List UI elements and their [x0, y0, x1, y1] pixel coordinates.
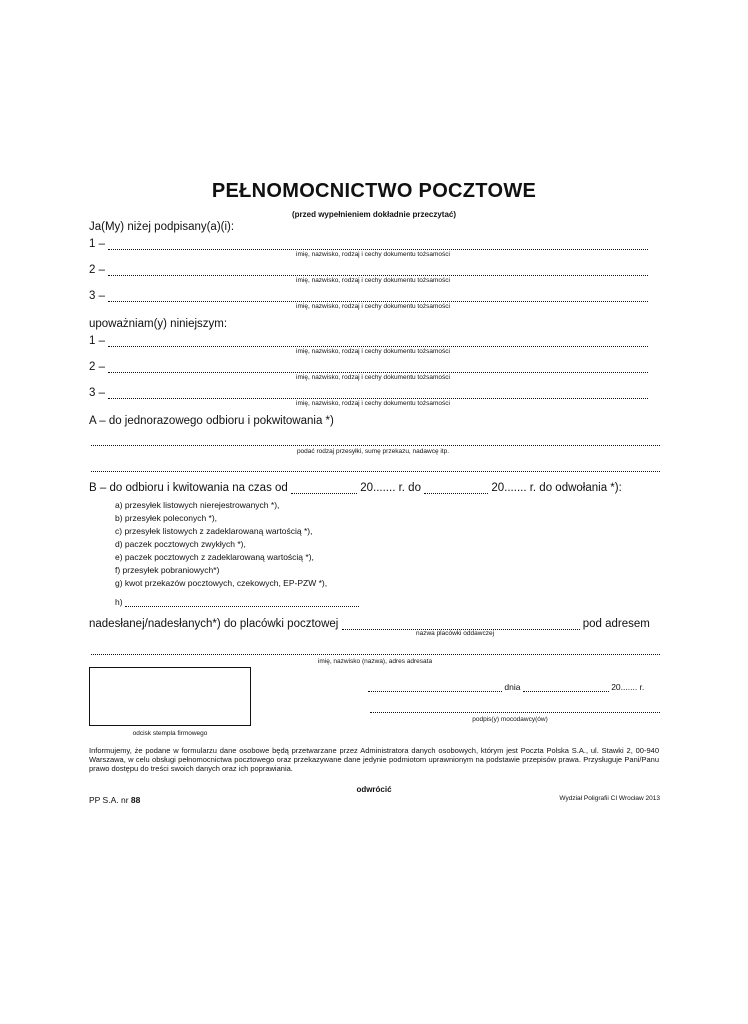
signatory-3-field[interactable] — [89, 290, 661, 302]
row-number: 1 – — [89, 238, 105, 250]
addressee-field[interactable] — [91, 645, 660, 655]
identity-caption: imię, nazwisko, rodzaj i cechy dokumentu tożsamości — [296, 277, 450, 284]
item-h-field[interactable] — [125, 599, 359, 607]
delivery-line — [89, 618, 661, 630]
signature-field[interactable] — [370, 705, 660, 713]
list-item: b) przesyłek poleconych *), — [115, 513, 218, 523]
form-subtitle: (przed wypełnieniem dokładnie przeczytać) — [291, 210, 457, 219]
office-caption: nazwa placówki oddawczej — [415, 630, 495, 637]
row-number: 2 – — [89, 264, 105, 276]
section-a-line-1[interactable] — [91, 436, 660, 446]
list-item: a) przesyłek listowych nierejestrowanych *), — [115, 500, 280, 510]
dotted-line — [108, 337, 648, 347]
signature-caption: podpis(y) mocodawcy(ów) — [472, 716, 548, 723]
dotted-line — [108, 363, 648, 373]
section-a-caption: podać rodzaj przesyłki, sumę przekazu, nadawcę itp. — [296, 448, 450, 455]
delivery-suffix: pod adresem — [582, 618, 650, 630]
privacy-notice: Informujemy, że podane w formularzu dane osobowe będą przetwarzane przez Administratora danych osobowych, którym jest Poczta Polska S.A., ul. Stawki 2, 00-940 Warszawa, w celu obsługi pełnomocnictwa pocztowego oraz przekazywane dane jedynie podmiotom uprawnionym na podstawie przepisów prawa. Przysługuje Pani/Panu prawo dostępu do treści swoich danych oraz ich poprawiania. — [89, 746, 659, 773]
delivery-prefix: nadesłanej/nadesłanych*) do placówki pocztowej — [89, 618, 339, 630]
row-number: 3 – — [89, 387, 105, 399]
place-date-line — [368, 682, 660, 692]
form-title: PEŁNOMOCNICTWO POCZTOWE — [211, 180, 537, 202]
section-b-header — [89, 482, 622, 494]
section-b-label: B – do odbioru i kwitowania na czas od — [89, 482, 288, 494]
list-item: e) paczek pocztowych z zadeklarowaną wartością *), — [115, 552, 314, 562]
form-code-number: 88 — [130, 795, 141, 805]
dotted-line — [108, 292, 648, 302]
stamp-box[interactable] — [89, 667, 251, 726]
signatory-1-field[interactable] — [89, 238, 661, 250]
proxy-2-field[interactable] — [89, 361, 661, 373]
row-number: 1 – — [89, 335, 105, 347]
list-item: f) przesyłek pobraniowych*) — [115, 565, 220, 575]
year-label: 20....... r. — [611, 682, 645, 692]
form-code-prefix: PP S.A. nr — [89, 795, 129, 805]
list-item-h — [115, 597, 359, 607]
proxy-3-field[interactable] — [89, 387, 661, 399]
post-office-field[interactable] — [342, 620, 580, 630]
form-code — [89, 795, 140, 805]
row-number: 2 – — [89, 361, 105, 373]
row-number: 3 – — [89, 290, 105, 302]
date-to-field[interactable] — [424, 484, 488, 494]
addressee-caption: imię, nazwisko (nazwa), adres adresata — [317, 658, 433, 665]
dotted-line — [108, 389, 648, 399]
identity-caption: imię, nazwisko, rodzaj i cechy dokumentu tożsamości — [296, 400, 450, 407]
list-item: d) paczek pocztowych zwykłych *), — [115, 539, 246, 549]
date-from-field[interactable] — [291, 484, 357, 494]
date-field[interactable] — [523, 684, 609, 692]
item-h-label: h) — [115, 597, 123, 607]
identity-caption: imię, nazwisko, rodzaj i cechy dokumentu tożsamości — [296, 303, 450, 310]
identity-caption: imię, nazwisko, rodzaj i cechy dokumentu tożsamości — [296, 348, 450, 355]
place-field[interactable] — [368, 684, 502, 692]
section-b-year-1: 20....... r. do — [360, 482, 421, 494]
proxy-1-field[interactable] — [89, 335, 661, 347]
day-label: dnia — [504, 682, 521, 692]
signatory-2-field[interactable] — [89, 264, 661, 276]
stamp-caption: odcisk stempla firmowego — [132, 730, 208, 737]
section-b-year-2: 20....... r. do odwołania *): — [491, 482, 622, 494]
dotted-line — [108, 266, 648, 276]
identity-caption: imię, nazwisko, rodzaj i cechy dokumentu tożsamości — [296, 251, 450, 258]
authorize-label: upoważniam(y) niniejszym: — [89, 318, 228, 330]
turn-over-label: odwrócić — [356, 785, 392, 794]
signatories-label: Ja(My) niżej podpisany(a)(i): — [89, 221, 235, 233]
printer-label: Wydział Poligrafii CI Wrocław 2013 — [559, 795, 660, 802]
dotted-line — [108, 240, 648, 250]
section-a-label: A – do jednorazowego odbioru i pokwitowania *) — [89, 415, 334, 427]
list-item: c) przesyłek listowych z zadeklarowaną wartością *), — [115, 526, 313, 536]
list-item: g) kwot przekazów pocztowych, czekowych, EP-PZW *), — [115, 578, 328, 588]
identity-caption: imię, nazwisko, rodzaj i cechy dokumentu tożsamości — [296, 374, 450, 381]
section-a-line-2[interactable] — [91, 462, 660, 472]
